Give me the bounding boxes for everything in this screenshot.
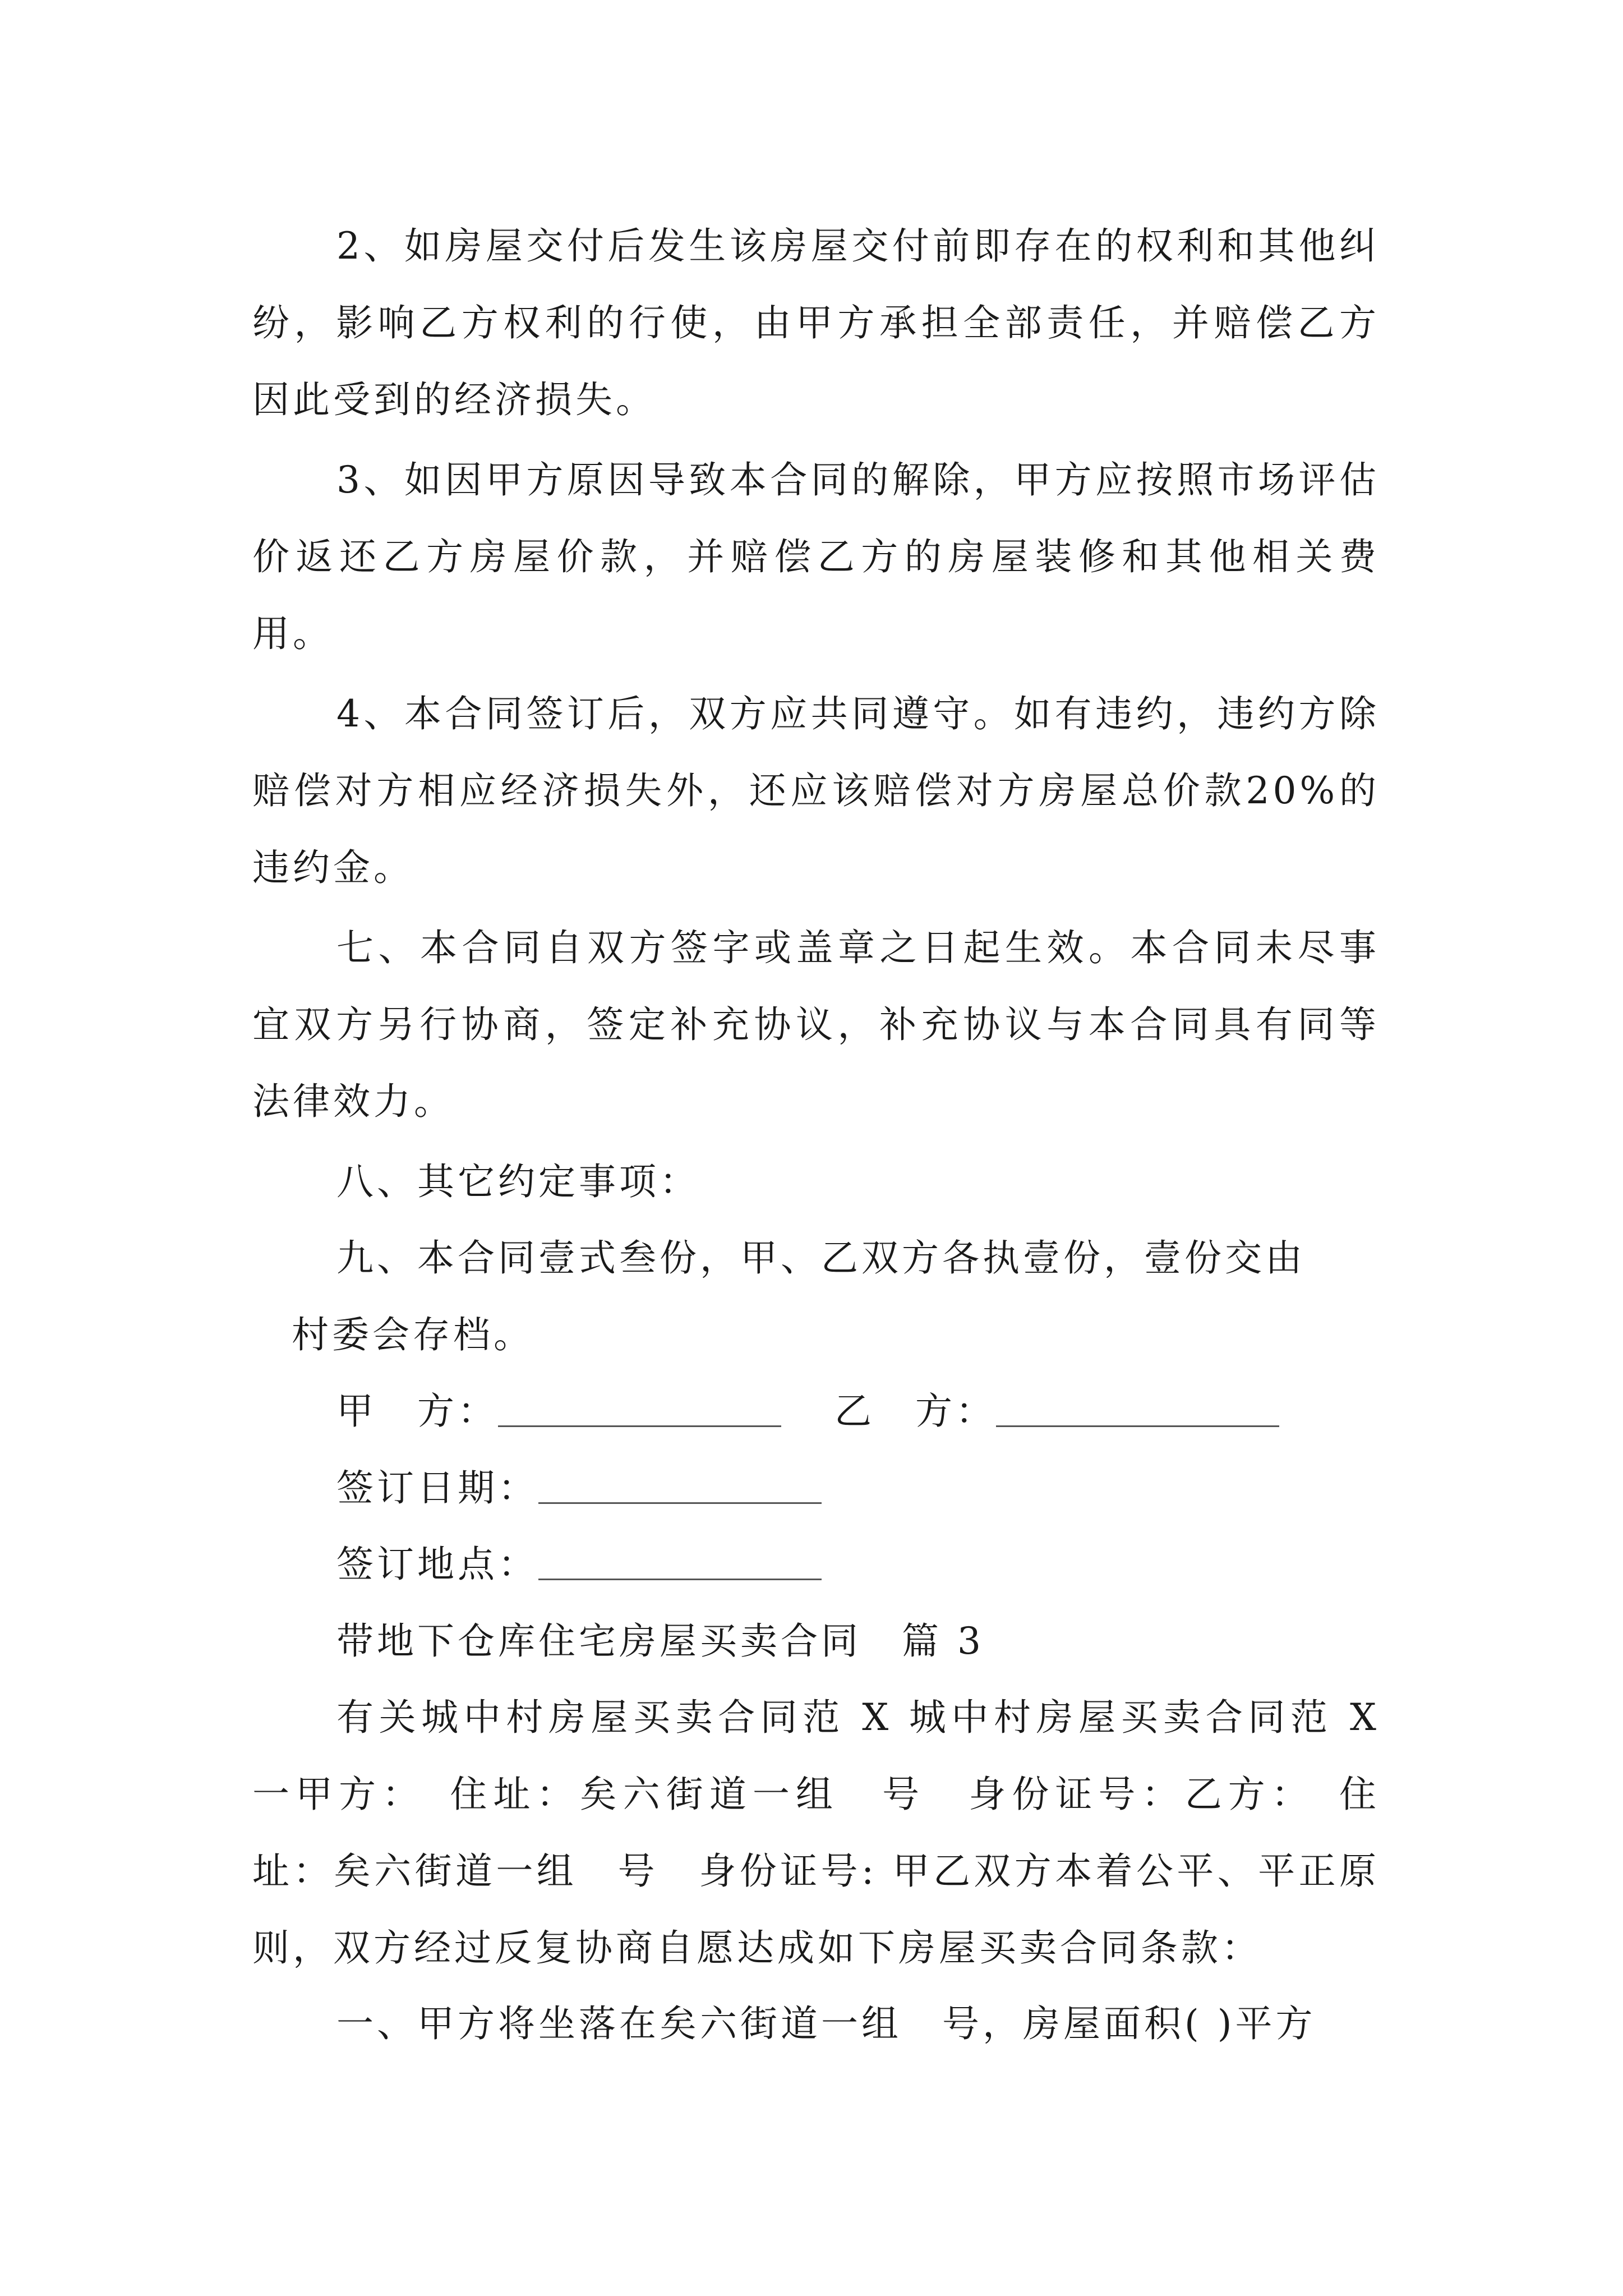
clause-9-line-1: 九、本合同壹式叁份，甲、乙双方各执壹份，壹份交由	[336, 1236, 1306, 1280]
clause-2-paragraph: 2、如房屋交付后发生该房屋交付前即存在的权利和其他纠纷，影响乙方权利的行使，由甲方承担全部责任，并赔偿乙方因此受到的经济损失。	[252, 224, 1380, 421]
clause-9-line-2: 村委会存档。	[292, 1313, 534, 1356]
signing-place-label: 签订地点：	[336, 1543, 538, 1586]
signing-place-row	[336, 1526, 822, 1603]
section-intro-paragraph: 有关城中村房屋买卖合同范 X 城中村房屋买卖合同范 X 一甲方： 住址：矣六街道一组 号 身份证号：乙方： 住址：矣六街道一组 号 身份证号: 甲乙双方本着公平、平正原则，双方经过反复协商自愿达成如下房屋买卖合同条款：	[252, 1696, 1380, 1970]
section-title: 带地下仓库住宅房屋买卖合同 篇 3	[336, 1619, 984, 1663]
party-b-blank[interactable]	[996, 1425, 1279, 1427]
signing-date-label: 签订日期：	[336, 1466, 538, 1510]
clause-4-paragraph: 4、本合同签订后，双方应共同遵守。如有违约，违约方除赔偿对方相应经济损失外，还应该赔偿对方房屋总价款20%的违约金。	[252, 692, 1380, 889]
signature-party-row	[336, 1373, 1279, 1450]
clause-7-paragraph: 七、本合同自双方签字或盖章之日起生效。本合同未尽事宜双方另行协商，签定补充协议，补充协议与本合同具有同等法律效力。	[252, 926, 1380, 1123]
signing-date-row	[336, 1450, 822, 1526]
party-a-label: 甲 方：	[336, 1389, 498, 1433]
signing-date-blank[interactable]	[538, 1502, 822, 1504]
party-b-label: 乙 方：	[834, 1389, 996, 1433]
clause-8-line: 八、其它约定事项：	[336, 1160, 700, 1203]
clause-1-paragraph: 一、甲方将坐落在矣六街道一组 号，房屋面积( )平方	[336, 2002, 1316, 2045]
clause-3-paragraph: 3、如因甲方原因导致本合同的解除，甲方应按照市场评估价返还乙方房屋价款，并赔偿乙方的房屋装修和其他相关费用。	[252, 458, 1380, 655]
party-a-blank[interactable]	[498, 1425, 781, 1427]
signing-place-blank[interactable]	[538, 1578, 822, 1580]
